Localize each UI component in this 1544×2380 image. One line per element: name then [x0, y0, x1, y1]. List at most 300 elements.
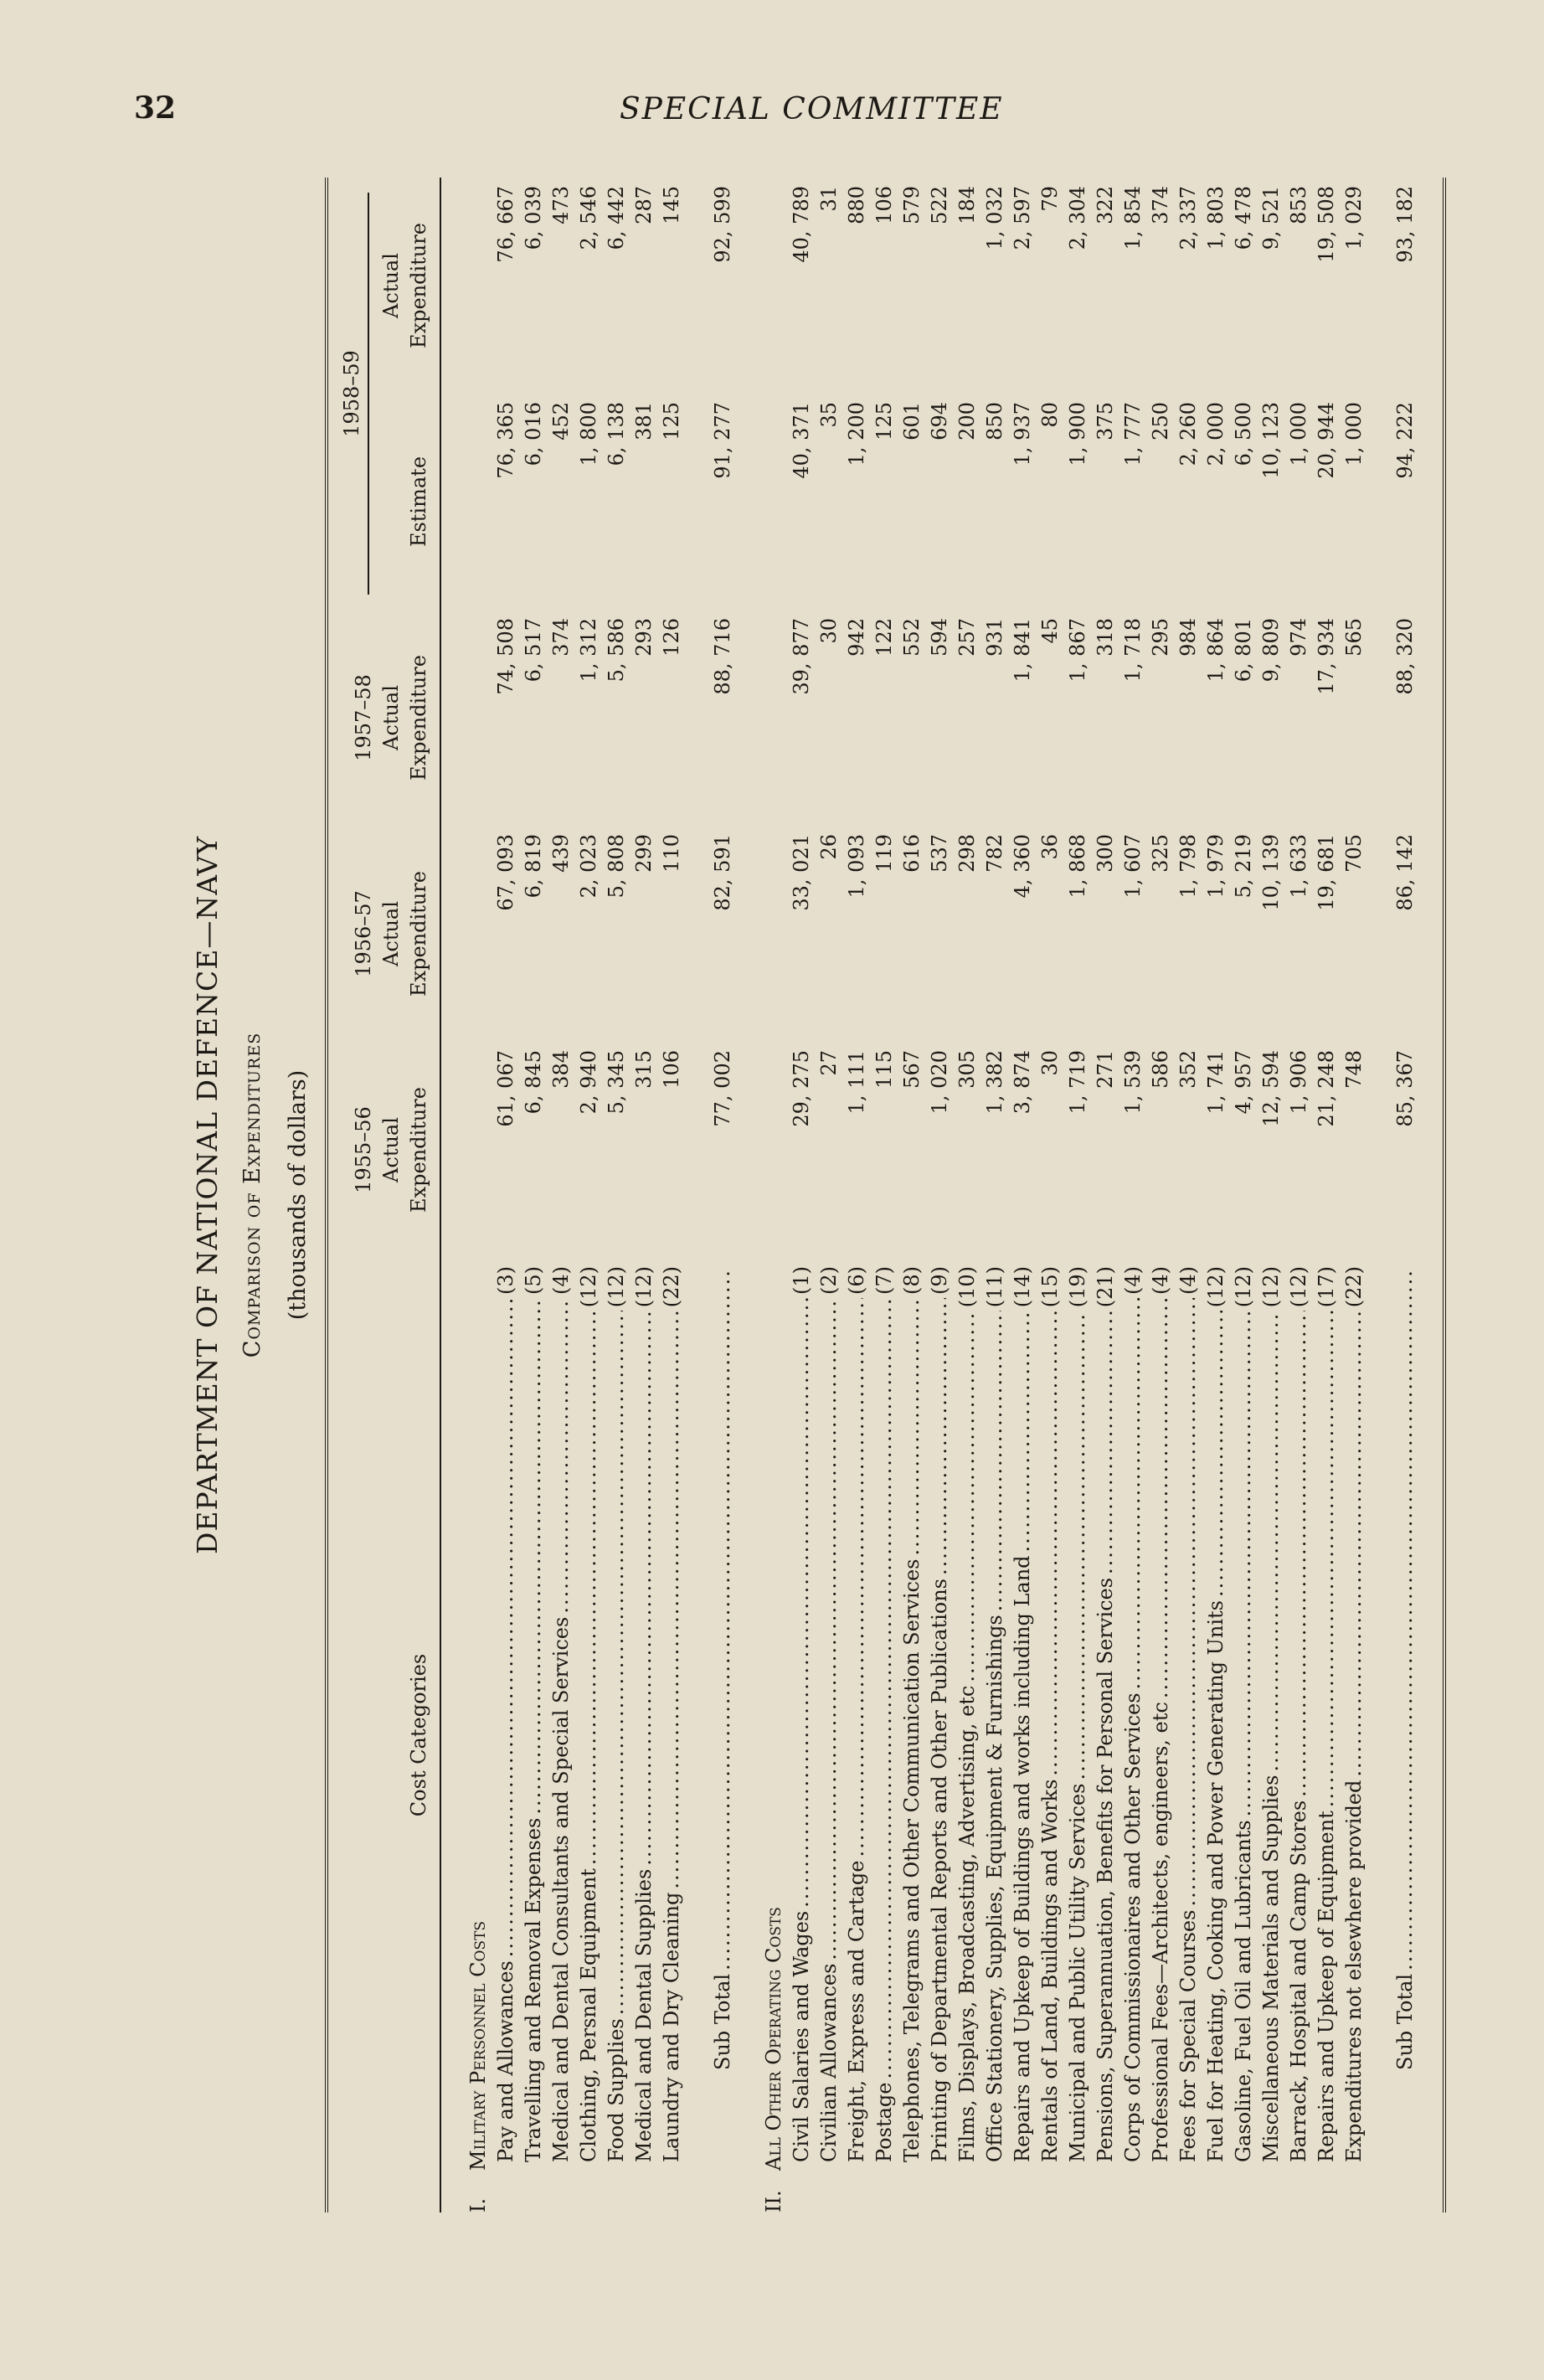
leader-dots [871, 1298, 898, 2079]
subtotal-value: 88, 716 [711, 618, 734, 695]
value-cell: 30 [1038, 1050, 1062, 1076]
value-cell: 26 [817, 834, 841, 860]
cost-category-cell [981, 1258, 1009, 2213]
section-heading-row [760, 178, 788, 2213]
subtotal-spacer [1368, 178, 1392, 2213]
units-note: (thousands of dollars) [285, 1069, 311, 1321]
leader-dots [575, 1311, 603, 1865]
value-cell: 374 [549, 618, 573, 657]
category-ref: (4) [1176, 1266, 1200, 1295]
leader-dots [981, 1311, 1009, 1611]
category-ref: (12) [632, 1266, 656, 1308]
cost-category [981, 1266, 1009, 2204]
section-heading [760, 178, 788, 2213]
value-cell: 76, 667 [494, 186, 517, 263]
leader-dots [603, 1311, 630, 2015]
leader-dots [548, 1298, 575, 1614]
end-spacer [1419, 178, 1444, 2213]
running-head: SPECIAL COMMITTEE [620, 92, 1004, 126]
cost-category [1175, 1266, 1202, 2204]
category-label: Laundry and Dry Cleaning [660, 1892, 683, 2162]
value-cell: 33, 021 [790, 834, 813, 911]
category-label: Miscellaneous Materials and Supplies [1259, 1775, 1283, 2162]
category-ref: (8) [900, 1266, 924, 1295]
cost-category [954, 1266, 981, 2204]
value-cell: 184 [955, 186, 979, 224]
value-cell: 1, 539 [1121, 1050, 1145, 1115]
subtotal-label: Sub Total [1393, 1973, 1417, 2070]
subtotal-value: 94, 222 [1393, 402, 1417, 479]
table-row [548, 178, 575, 2213]
subtotal-value: 91, 277 [711, 402, 734, 479]
category-ref: (4) [1121, 1266, 1145, 1295]
value-cell: 2, 940 [577, 1050, 600, 1115]
section-spacer [440, 178, 465, 2213]
category-ref: (19) [1066, 1266, 1089, 1308]
value-cell: 694 [928, 402, 951, 440]
value-cell: 5, 219 [1232, 834, 1255, 899]
table-row [1230, 178, 1258, 2213]
leader-dots [1285, 1311, 1313, 1797]
subtotal-row [1392, 178, 1419, 2213]
page-number: 32 [134, 90, 177, 126]
cost-category [816, 1266, 843, 2204]
table-body [440, 178, 1444, 2213]
value-cell: 1, 864 [1204, 618, 1227, 683]
value-cell: 9, 809 [1259, 618, 1283, 683]
header-1958-59-actual [376, 178, 440, 394]
value-cell: 257 [955, 618, 979, 657]
table-row [1313, 178, 1341, 2213]
leader-dots [658, 1311, 686, 1888]
expenditures-table [325, 178, 1446, 2213]
leader-dots [1147, 1298, 1175, 1698]
category-label: Civil Salaries and Wages [790, 1910, 813, 2162]
value-cell: 318 [1094, 618, 1117, 657]
cost-category-cell [1147, 1258, 1175, 2213]
category-ref: (21) [1094, 1266, 1117, 1308]
value-cell: 2, 597 [1011, 186, 1034, 250]
cost-category [658, 1266, 686, 2204]
cost-category-cell [1009, 1258, 1037, 2213]
cost-category-cell [1230, 1258, 1258, 2213]
value-cell: 119 [872, 834, 896, 873]
value-cell: 850 [983, 402, 1006, 440]
header-1955-56-line3: Expenditure [407, 1087, 430, 1213]
cost-category [1147, 1266, 1175, 2204]
category-label: Fees for Special Courses [1176, 1909, 1200, 2162]
cost-category-cell [575, 1258, 603, 2213]
value-cell: 1, 719 [1066, 1050, 1089, 1115]
value-cell: 299 [632, 834, 656, 873]
value-cell: 1, 979 [1204, 834, 1227, 899]
value-cell: 2, 304 [1066, 186, 1089, 250]
table-row [492, 178, 520, 2213]
value-cell: 2, 260 [1176, 402, 1200, 466]
value-cell: 27 [817, 1050, 841, 1076]
table-row [1037, 178, 1064, 2213]
table-row [603, 178, 630, 2213]
cost-category-cell [1202, 1258, 1230, 2213]
value-cell: 375 [1094, 402, 1117, 440]
table-row [926, 178, 954, 2213]
leader-dots [1175, 1298, 1202, 1907]
value-cell: 782 [983, 834, 1006, 873]
section-number: II. [762, 2190, 785, 2213]
subtotal-label-wrap [1392, 1266, 1419, 2204]
cost-category [1009, 1266, 1037, 2204]
value-cell: 325 [1149, 834, 1172, 873]
value-cell: 106 [660, 1050, 683, 1089]
category-label: Telephones, Telegrams and Other Communication Services [900, 1558, 924, 2162]
value-cell: 6, 442 [605, 186, 628, 250]
subtotal-label: Sub Total [711, 1973, 734, 2070]
section-title: Military Personnel Costs [466, 1920, 490, 2171]
header-1956-57-line3: Expenditure [407, 871, 430, 997]
category-ref: (12) [1232, 1266, 1255, 1308]
value-cell: 1, 382 [983, 1050, 1006, 1115]
category-ref: (11) [983, 1266, 1006, 1308]
table-row [1341, 178, 1368, 2213]
value-cell: 79 [1038, 186, 1062, 212]
leader-dots [788, 1298, 816, 1908]
value-cell: 974 [1287, 618, 1310, 657]
category-ref: (9) [928, 1266, 951, 1295]
header-1956-57 [327, 826, 440, 1042]
subtotal-spacer [686, 178, 709, 2213]
category-ref: (12) [1287, 1266, 1310, 1308]
table-row [1202, 178, 1230, 2213]
cost-category-cell [816, 1258, 843, 2213]
cost-category-cell [1064, 1258, 1092, 2213]
value-cell: 31 [817, 186, 841, 212]
cost-category [492, 1266, 520, 2204]
value-cell: 586 [1149, 1050, 1172, 1089]
category-ref: (4) [549, 1266, 573, 1295]
table-row [1064, 178, 1092, 2213]
subtotal-value: 85, 367 [1393, 1050, 1417, 1127]
subtotal-value: 88, 320 [1393, 618, 1417, 695]
value-cell: 80 [1038, 402, 1062, 428]
value-cell: 126 [660, 618, 683, 657]
table-row [898, 178, 926, 2213]
category-ref: (3) [494, 1266, 517, 1295]
category-label: Expenditures not elsewhere provided [1342, 1780, 1366, 2162]
value-cell: 250 [1149, 402, 1172, 440]
value-cell: 106 [872, 186, 896, 224]
table-row [816, 178, 843, 2213]
value-cell: 6, 845 [522, 1050, 545, 1115]
leader-dots [630, 1311, 658, 1865]
value-cell: 616 [900, 834, 924, 873]
value-cell: 115 [872, 1050, 896, 1089]
cost-category-cell [603, 1258, 630, 2213]
category-label: Medical and Dental Supplies [632, 1868, 656, 2162]
category-label: Clothing, Persnal Equipment [577, 1868, 600, 2162]
cost-category [1285, 1266, 1313, 2204]
value-cell: 1, 607 [1121, 834, 1145, 899]
value-cell: 6, 016 [522, 402, 545, 466]
leader-dots [1230, 1311, 1258, 1816]
cost-category-cell [1175, 1258, 1202, 2213]
header-1956-57-line2: Actual [379, 901, 403, 966]
value-cell: 748 [1342, 1050, 1366, 1089]
value-cell: 125 [872, 402, 896, 440]
category-ref: (14) [1011, 1266, 1034, 1308]
value-cell: 1, 800 [577, 402, 600, 466]
table-row [630, 178, 658, 2213]
value-cell: 4, 957 [1232, 1050, 1255, 1115]
cost-category-cell [1285, 1258, 1313, 2213]
header-1958-59-year: 1958–59 [338, 193, 369, 595]
value-cell: 5, 586 [605, 618, 628, 683]
category-ref: (6) [845, 1266, 868, 1295]
value-cell: 1, 000 [1287, 402, 1310, 466]
value-cell: 1, 868 [1066, 834, 1089, 899]
value-cell: 200 [955, 402, 979, 440]
header-1957-58-line2: Actual [379, 685, 403, 750]
cost-category [630, 1266, 658, 2204]
category-label: Rentals of Land, Buildings and Works [1038, 1779, 1062, 2162]
category-label: Food Supplies [605, 2018, 628, 2162]
table-row [1119, 178, 1147, 2213]
value-cell: 2, 000 [1204, 402, 1227, 466]
value-cell: 6, 039 [522, 186, 545, 250]
value-cell: 1, 312 [577, 618, 600, 683]
header-1955-56-line2: Actual [379, 1117, 403, 1182]
value-cell: 1, 803 [1204, 186, 1227, 250]
value-cell: 293 [632, 618, 656, 657]
value-cell: 552 [900, 618, 924, 657]
table-row [981, 178, 1009, 2213]
value-cell: 1, 111 [845, 1050, 868, 1115]
subtotal-value: 93, 182 [1393, 186, 1417, 263]
cost-category-cell [630, 1258, 658, 2213]
value-cell: 5, 808 [605, 834, 628, 899]
subtotal-value: 82, 591 [711, 834, 734, 911]
header-1957-58-year: 1957–58 [352, 674, 375, 761]
value-cell: 1, 937 [1011, 402, 1034, 466]
value-cell: 1, 867 [1066, 618, 1089, 683]
value-cell: 40, 371 [790, 402, 813, 479]
section-heading [465, 178, 492, 2213]
value-cell: 1, 718 [1121, 618, 1145, 683]
category-ref: (12) [605, 1266, 628, 1308]
category-label: Civilian Allowances [817, 1963, 841, 2162]
value-cell: 6, 478 [1232, 186, 1255, 250]
category-label: Pay and Allowances [494, 1960, 517, 2162]
cost-category-cell [1119, 1258, 1147, 2213]
header-1956-57-year: 1956–57 [352, 890, 375, 977]
value-cell: 305 [955, 1050, 979, 1089]
category-label: Printing of Departmental Reports and Other Publications [928, 1579, 951, 2162]
value-cell: 125 [660, 402, 683, 440]
value-cell: 565 [1342, 618, 1366, 657]
category-ref: (12) [577, 1266, 600, 1308]
header-1958-59-actual-line2: Expenditure [407, 223, 430, 348]
department-title: DEPARTMENT OF NATIONAL DEFENCE—NAVY [191, 835, 224, 1555]
value-cell: 567 [900, 1050, 924, 1089]
header-cost-categories: Cost Categories [327, 1258, 440, 2213]
value-cell: 30 [817, 618, 841, 644]
header-1958-59-actual-line1: Actual [379, 253, 403, 318]
leader-dots [1119, 1298, 1147, 1689]
spacer-cell [1368, 178, 1392, 2213]
cost-category [871, 1266, 898, 2204]
cost-category [1119, 1266, 1147, 2204]
value-cell: 1, 200 [845, 402, 868, 466]
cost-category [548, 1266, 575, 2204]
table-row [871, 178, 898, 2213]
value-cell: 271 [1094, 1050, 1117, 1089]
value-cell: 931 [983, 618, 1006, 657]
category-ref: (5) [522, 1266, 545, 1295]
value-cell: 381 [632, 402, 656, 440]
cost-category-cell [520, 1258, 548, 2213]
category-label: Office Stationery, Supplies, Equipment & Furnishings [983, 1615, 1006, 2162]
value-cell: 36 [1038, 834, 1062, 860]
cost-category [788, 1266, 816, 2204]
cost-category [1258, 1266, 1285, 2204]
value-cell: 374 [1149, 186, 1172, 224]
header-1958-59-estimate: Estimate [376, 394, 440, 610]
cost-category-cell [1313, 1258, 1341, 2213]
value-cell: 145 [660, 186, 683, 224]
subtotal-row [709, 178, 737, 2213]
cost-category [575, 1266, 603, 2204]
value-cell: 74, 508 [494, 618, 517, 695]
category-label: Professional Fees—Architects, engineers, etc [1149, 1702, 1172, 2162]
leader-dots [1202, 1311, 1230, 1597]
table-row [1009, 178, 1037, 2213]
value-cell: 6, 500 [1232, 402, 1255, 466]
header-1957-58-line3: Expenditure [407, 655, 430, 780]
value-cell: 3, 874 [1011, 1050, 1034, 1115]
cost-category-cell [1037, 1258, 1064, 2213]
table-row [1092, 178, 1119, 2213]
value-cell: 880 [845, 186, 868, 224]
value-cell: 1, 777 [1121, 402, 1145, 466]
value-cell: 384 [549, 1050, 573, 1089]
table-row [520, 178, 548, 2213]
cost-category-cell [898, 1258, 926, 2213]
cost-category-cell [788, 1258, 816, 2213]
category-label: Pensions, Superannuation, Benefits for Personal Services [1094, 1577, 1117, 2162]
value-cell: 9, 521 [1259, 186, 1283, 250]
header-1957-58 [327, 610, 440, 826]
leader-dots [1313, 1311, 1341, 1807]
value-cell: 594 [928, 618, 951, 657]
category-label: Freight, Express and Cartage [845, 1860, 868, 2162]
value-cell: 2, 546 [577, 186, 600, 250]
value-cell: 300 [1094, 834, 1117, 873]
cost-category [926, 1266, 954, 2204]
leader-dots [898, 1298, 926, 1556]
table-row [1285, 178, 1313, 2213]
header-1955-56-year: 1955–56 [352, 1106, 375, 1193]
subtotal-label-cell [709, 1258, 737, 2213]
value-cell: 6, 819 [522, 834, 545, 899]
spacer-cell [737, 178, 760, 2213]
cost-category-cell [1341, 1258, 1368, 2213]
leader-dots [1392, 1270, 1419, 1970]
table-row [1147, 178, 1175, 2213]
value-cell: 12, 594 [1259, 1050, 1283, 1127]
table-row [954, 178, 981, 2213]
value-cell: 19, 681 [1315, 834, 1338, 911]
leader-dots [1092, 1311, 1119, 1574]
value-cell: 287 [632, 186, 656, 224]
value-cell: 522 [928, 186, 951, 224]
value-cell: 4, 360 [1011, 834, 1034, 899]
value-cell: 1, 841 [1011, 618, 1034, 683]
value-cell: 6, 801 [1232, 618, 1255, 683]
cost-category [1341, 1266, 1368, 2204]
category-label: Municipal and Public Utility Services [1066, 1783, 1089, 2162]
cost-category [603, 1266, 630, 2204]
rotated-table-region [191, 178, 1464, 2213]
value-cell: 1, 900 [1066, 402, 1089, 466]
value-cell: 6, 138 [605, 402, 628, 466]
category-label: Travelling and Removal Expenses [522, 1817, 545, 2162]
value-cell: 601 [900, 402, 924, 440]
leader-dots [709, 1270, 737, 1970]
value-cell: 705 [1342, 834, 1366, 873]
value-cell: 984 [1176, 618, 1200, 657]
subtotal-label-wrap [709, 1266, 737, 2204]
value-cell: 2, 337 [1176, 186, 1200, 250]
spacer-cell [686, 178, 709, 2213]
value-cell: 853 [1287, 186, 1310, 224]
value-cell: 1, 854 [1121, 186, 1145, 250]
value-cell: 10, 123 [1259, 402, 1283, 479]
value-cell: 17, 934 [1315, 618, 1338, 695]
subtotal-value: 77, 002 [711, 1050, 734, 1127]
value-cell: 579 [900, 186, 924, 224]
category-ref: (10) [955, 1266, 979, 1308]
header-1958-59-group [327, 178, 376, 610]
category-label: Films, Displays, Broadcasting, Advertising, etc [955, 1685, 979, 2162]
value-cell: 45 [1038, 618, 1062, 644]
cost-category-cell [1258, 1258, 1285, 2213]
cost-category [1064, 1266, 1092, 2204]
value-cell: 473 [549, 186, 573, 224]
category-label: Repairs and Upkeep of Equipment [1315, 1811, 1338, 2162]
table-row [658, 178, 686, 2213]
category-ref: (4) [1149, 1266, 1172, 1295]
leader-dots [520, 1298, 548, 1815]
table-row [575, 178, 603, 2213]
value-cell: 6, 517 [522, 618, 545, 683]
leader-dots [1258, 1311, 1285, 1771]
table-row [843, 178, 871, 2213]
value-cell: 1, 906 [1287, 1050, 1310, 1115]
category-ref: (22) [1342, 1266, 1366, 1308]
value-cell: 10, 139 [1259, 834, 1283, 911]
spacer-cell [440, 178, 465, 2213]
section-spacer [737, 178, 760, 2213]
value-cell: 1, 741 [1204, 1050, 1227, 1115]
value-cell: 5, 345 [605, 1050, 628, 1115]
subtotal-value: 86, 142 [1393, 834, 1417, 911]
category-label: Postage [872, 2082, 896, 2162]
cost-category-cell [548, 1258, 575, 2213]
category-ref: (12) [1204, 1266, 1227, 1308]
leader-dots [1341, 1311, 1368, 1776]
value-cell: 122 [872, 618, 896, 657]
table-row [788, 178, 816, 2213]
value-cell: 76, 365 [494, 402, 517, 479]
